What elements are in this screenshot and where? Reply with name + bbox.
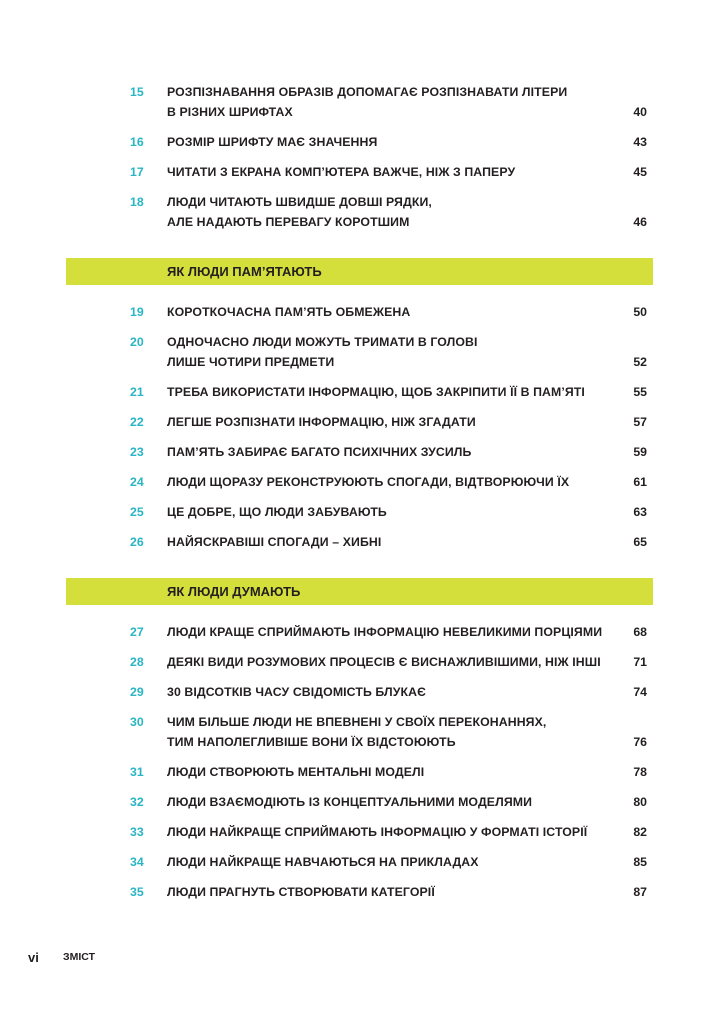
page-number: 74 xyxy=(633,685,647,699)
page-number: 65 xyxy=(633,535,647,549)
chapter-title: ЛЮДИ НАЙКРАЩЕ НАВЧАЮТЬСЯ НА ПРИКЛАДАХ xyxy=(167,855,479,869)
chapter-number: 33 xyxy=(130,825,144,839)
chapter-title: ЛЮДИ СТВОРЮЮТЬ МЕНТАЛЬНІ МОДЕЛІ xyxy=(167,765,425,779)
page-number: 59 xyxy=(633,445,647,459)
toc-entry[interactable] xyxy=(130,192,647,232)
page-number: 71 xyxy=(633,655,647,669)
toc-entry[interactable] xyxy=(130,852,647,872)
toc-entry[interactable] xyxy=(130,822,647,842)
toc-entry[interactable] xyxy=(130,82,647,122)
toc-section-1 xyxy=(130,82,647,242)
toc-entry[interactable] xyxy=(130,712,647,752)
chapter-title: ЛЕГШЕ РОЗПІЗНАТИ ІНФОРМАЦІЮ, НІЖ ЗГАДАТИ xyxy=(167,415,476,429)
chapter-title: ТРЕБА ВИКОРИСТАТИ ІНФОРМАЦІЮ, ЩОБ ЗАКРІПИТИ ЇЇ В ПАМ’ЯТІ xyxy=(167,385,585,399)
toc-entry[interactable] xyxy=(130,472,647,492)
chapter-number: 23 xyxy=(130,445,144,459)
page-number: 45 xyxy=(633,165,647,179)
chapter-title: 30 ВІДСОТКІВ ЧАСУ СВІДОМІСТЬ БЛУКАЄ xyxy=(167,685,426,699)
section-heading-banner xyxy=(66,258,653,285)
page-number: 50 xyxy=(633,305,647,319)
toc-entry[interactable] xyxy=(130,442,647,462)
page-number: 82 xyxy=(633,825,647,839)
chapter-title: ЧИМ БІЛЬШЕ ЛЮДИ НЕ ВПЕВНЕНІ У СВОЇХ ПЕРЕКОНАННЯХ, ТИМ НАПОЛЕГЛИВІШЕ ВОНИ ЇХ ВІДСТОЮЮТЬ xyxy=(167,715,547,749)
chapter-title: ОДНОЧАСНО ЛЮДИ МОЖУТЬ ТРИМАТИ В ГОЛОВІ ЛИШЕ ЧОТИРИ ПРЕДМЕТИ xyxy=(167,335,478,369)
chapter-number: 31 xyxy=(130,765,144,779)
chapter-title: РОЗМІР ШРИФТУ МАЄ ЗНАЧЕННЯ xyxy=(167,135,378,149)
chapter-number: 22 xyxy=(130,415,144,429)
chapter-number: 21 xyxy=(130,385,144,399)
chapter-title: ДЕЯКІ ВИДИ РОЗУМОВИХ ПРОЦЕСІВ Є ВИСНАЖЛИВІШИМИ, НІЖ ІНШІ xyxy=(167,655,601,669)
chapter-number: 28 xyxy=(130,655,144,669)
section-heading: ЯК ЛЮДИ ПАМ’ЯТАЮТЬ xyxy=(167,264,322,279)
chapter-title: ЛЮДИ ЩОРАЗУ РЕКОНСТРУЮЮТЬ СПОГАДИ, ВІДТВОРЮЮЧИ ЇХ xyxy=(167,475,570,489)
chapter-number: 32 xyxy=(130,795,144,809)
toc-entry[interactable] xyxy=(130,132,647,152)
footer-label: ЗМІСТ xyxy=(63,951,95,963)
toc-entry[interactable] xyxy=(130,622,647,642)
toc-entry[interactable] xyxy=(130,502,647,522)
chapter-title: НАЙЯСКРАВІШІ СПОГАДИ – ХИБНІ xyxy=(167,535,382,549)
footer-page-number: vi xyxy=(28,950,39,965)
chapter-number: 16 xyxy=(130,135,144,149)
toc-section-3 xyxy=(130,622,647,912)
toc-section-2 xyxy=(130,302,647,562)
toc-entry[interactable] xyxy=(130,532,647,552)
toc-entry[interactable] xyxy=(130,882,647,902)
chapter-number: 25 xyxy=(130,505,144,519)
toc-entry[interactable] xyxy=(130,302,647,322)
section-heading-banner xyxy=(66,578,653,605)
chapter-title: ЛЮДИ КРАЩЕ СПРИЙМАЮТЬ ІНФОРМАЦІЮ НЕВЕЛИКИМИ ПОРЦІЯМИ xyxy=(167,625,603,639)
page-number: 78 xyxy=(633,765,647,779)
toc-entry[interactable] xyxy=(130,792,647,812)
chapter-number: 29 xyxy=(130,685,144,699)
toc-entry[interactable] xyxy=(130,412,647,432)
toc-entry[interactable] xyxy=(130,762,647,782)
page-number: 55 xyxy=(633,385,647,399)
toc-entry[interactable] xyxy=(130,652,647,672)
page-number: 68 xyxy=(633,625,647,639)
chapter-title: ЛЮДИ НАЙКРАЩЕ СПРИЙМАЮТЬ ІНФОРМАЦІЮ У ФОРМАТІ ІСТОРІЇ xyxy=(167,825,588,839)
toc-entry[interactable] xyxy=(130,162,647,182)
chapter-title: ЛЮДИ ВЗАЄМОДІЮТЬ ІЗ КОНЦЕПТУАЛЬНИМИ МОДЕЛЯМИ xyxy=(167,795,533,809)
chapter-number: 27 xyxy=(130,625,144,639)
chapter-number: 30 xyxy=(130,715,144,729)
chapter-title: ЛЮДИ ПРАГНУТЬ СТВОРЮВАТИ КАТЕГОРІЇ xyxy=(167,885,435,899)
page-number: 85 xyxy=(633,855,647,869)
page-number: 61 xyxy=(633,475,647,489)
toc-entry[interactable] xyxy=(130,332,647,372)
chapter-number: 18 xyxy=(130,195,144,209)
chapter-number: 20 xyxy=(130,335,144,349)
chapter-number: 19 xyxy=(130,305,144,319)
chapter-number: 15 xyxy=(130,85,144,99)
page-number: 87 xyxy=(633,885,647,899)
chapter-number: 17 xyxy=(130,165,144,179)
page-number: 76 xyxy=(633,735,647,749)
toc-entry[interactable] xyxy=(130,682,647,702)
page-number: 80 xyxy=(633,795,647,809)
chapter-title: ЛЮДИ ЧИТАЮТЬ ШВИДШЕ ДОВШІ РЯДКИ, АЛЕ НАДАЮТЬ ПЕРЕВАГУ КОРОТШИМ xyxy=(167,195,432,229)
chapter-number: 34 xyxy=(130,855,144,869)
page-footer xyxy=(28,950,95,965)
page-number: 57 xyxy=(633,415,647,429)
chapter-title: ЦЕ ДОБРЕ, ЩО ЛЮДИ ЗАБУВАЮТЬ xyxy=(167,505,387,519)
page-number: 63 xyxy=(633,505,647,519)
chapter-number: 24 xyxy=(130,475,144,489)
chapter-title: ЧИТАТИ З ЕКРАНА КОМП’ЮТЕРА ВАЖЧЕ, НІЖ З ПАПЕРУ xyxy=(167,165,516,179)
toc-entry[interactable] xyxy=(130,382,647,402)
page-number: 46 xyxy=(633,215,647,229)
chapter-number: 35 xyxy=(130,885,144,899)
chapter-title: ПАМ’ЯТЬ ЗАБИРАЄ БАГАТО ПСИХІЧНИХ ЗУСИЛЬ xyxy=(167,445,472,459)
page-number: 52 xyxy=(633,355,647,369)
section-heading: ЯК ЛЮДИ ДУМАЮТЬ xyxy=(167,584,301,599)
chapter-title: РОЗПІЗНАВАННЯ ОБРАЗІВ ДОПОМАГАЄ РОЗПІЗНАВАТИ ЛІТЕРИ В РІЗНИХ ШРИФТАХ xyxy=(167,85,568,119)
page-number: 43 xyxy=(633,135,647,149)
chapter-number: 26 xyxy=(130,535,144,549)
chapter-title: КОРОТКОЧАСНА ПАМ’ЯТЬ ОБМЕЖЕНА xyxy=(167,305,411,319)
page-number: 40 xyxy=(633,105,647,119)
